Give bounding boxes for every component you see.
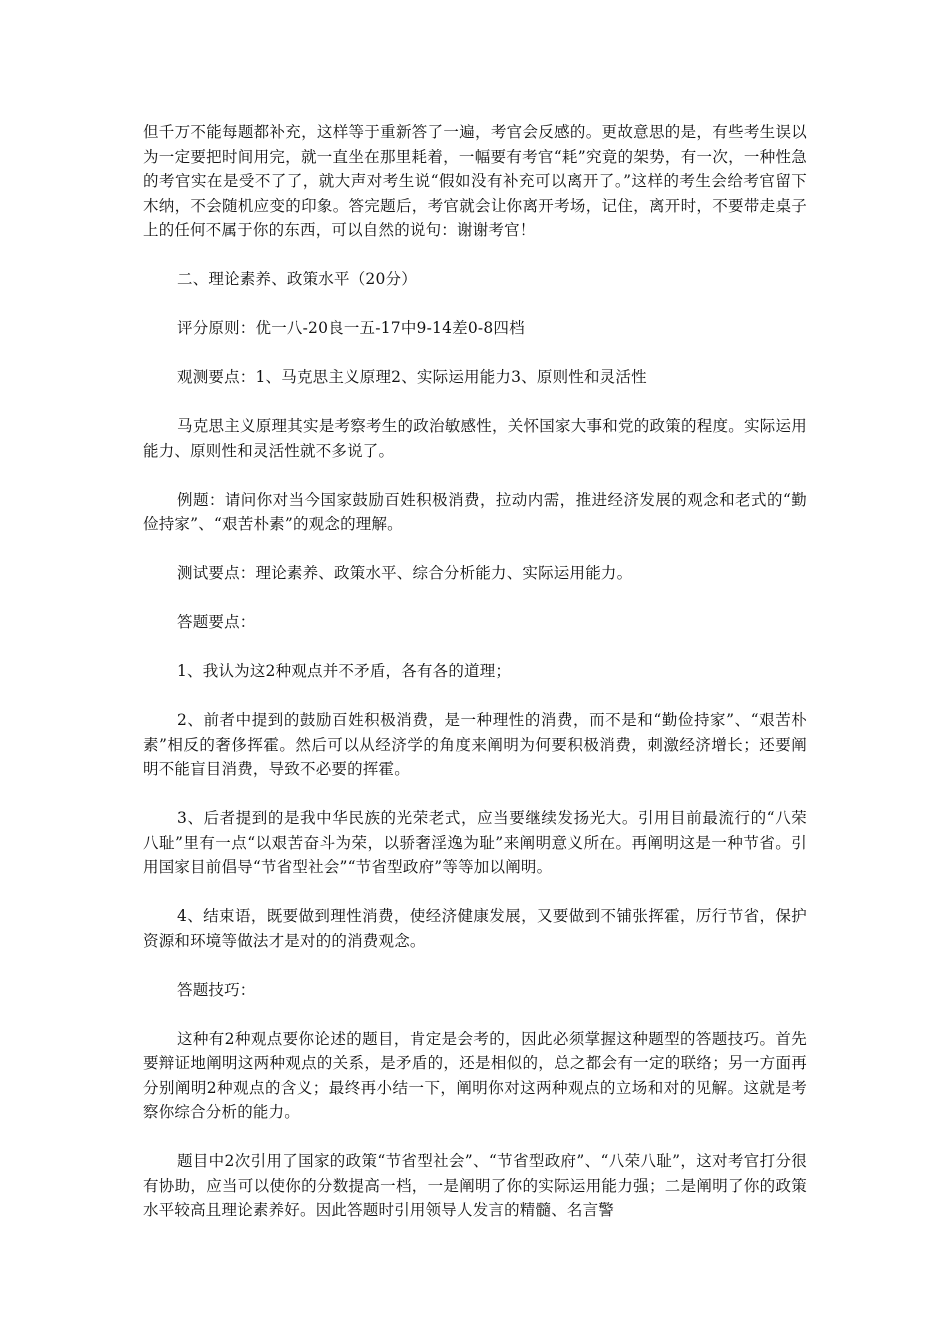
scoring-principle: 评分原则：优一八-20良一五-17中9-14差0-8四档 — [177, 319, 525, 337]
section-heading-theory-policy: 二、理论素养、政策水平（20分） — [177, 270, 417, 288]
document-body — [143, 120, 807, 1247]
paragraph-intro-continuation: 但千万不能每题都补充，这样等于重新答了一遍，考官会反感的。更故意思的是，有些考生误以为一定要把时间用完，就一直坐在那里耗着，一幅要有考官“耗”究竟的架势，有一次，一种性急的考官实在是受不了了，就大声对考生说“假如没有补充可以离开了。”这样的考生会给考官留下木纳，不会随机应变的印象。答完题后，考官就会让你离开考场，记住，离开时，不要带走桌子上的任何不属于你的东西，可以自然的说句：谢谢考官！ — [143, 123, 807, 239]
answer-point-4: 4、结束语，既要做到理性消费，使经济健康发展，又要做到不铺张挥霍，厉行节省，保护资源和环境等做法才是对的的消费观念。 — [143, 907, 807, 950]
paragraph-marxism-explanation: 马克思主义原理其实是考察考生的政治敏感性，关怀国家大事和党的政策的程度。实际运用能力、原则性和灵活性就不多说了。 — [143, 417, 807, 460]
answer-point-3: 3、后者提到的是我中华民族的光荣老式，应当要继续发扬光大。引用目前最流行的“八荣八耻”里有一点“以艰苦奋斗为荣，以骄奢淫逸为耻”来阐明意义所在。再阐明这是一种节省。引用国家目前倡导“节省型社会”“节省型政府”等等加以阐明。 — [143, 809, 807, 876]
answer-point-2: 2、前者中提到的鼓励百姓积极消费，是一种理性的消费，而不是和“勤俭持家”、“艰苦朴素”相反的奢侈挥霍。然后可以从经济学的角度来阐明为何要积极消费，刺激经济增长；还要阐明不能盲目消费，导致不必要的挥霍。 — [143, 711, 807, 778]
test-points: 测试要点：理论素养、政策水平、综合分析能力、实际运用能力。 — [177, 564, 633, 582]
answer-tips-heading: 答题技巧： — [177, 980, 256, 999]
answer-tips-paragraph-1: 这种有2种观点要你论述的题目，肯定是会考的，因此必须掌握这种题型的答题技巧。首先要辩证地阐明这两种观点的关系，是矛盾的，还是相似的，总之都会有一定的联络；另一方面再分别阐明2种观点的含义；最终再小结一下，阐明你对这两种观点的立场和对的见解。这就是考察你综合分析的能力。 — [143, 1029, 807, 1121]
answer-point-1: 1、我认为这2种观点并不矛盾，各有各的道理； — [177, 662, 512, 680]
example-question: 例题：请问你对当今国家鼓励百姓积极消费，拉动内需，推进经济发展的观念和老式的“勤俭持家”、“艰苦朴素”的观念的理解。 — [143, 490, 807, 533]
observation-points: 观测要点：1、马克思主义原理2、实际运用能力3、原则性和灵活性 — [177, 368, 647, 386]
answer-points-heading: 答题要点： — [177, 613, 256, 631]
answer-tips-paragraph-2: 题目中2次引用了国家的政策“节省型社会”、“节省型政府”、“八荣八耻”，这对考官打分很有协助，应当可以使你的分数提高一档，一是阐明了你的实际运用能力强；二是阐明了你的政策水平较高且理论素养好。因此答题时引用领导人发言的精髓、名言警 — [143, 1152, 807, 1219]
